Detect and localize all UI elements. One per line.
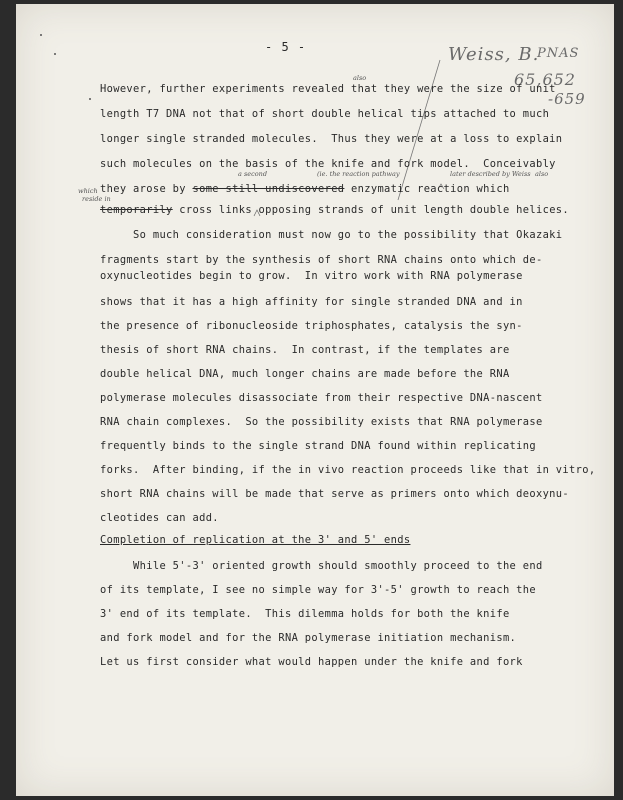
text-span: cross links opposing strands of unit length double helices. bbox=[172, 204, 570, 216]
text-line: 3' end of its template. This dilemma holds for both the knife bbox=[100, 608, 510, 620]
text-line bbox=[100, 204, 569, 216]
margin-note: also bbox=[353, 74, 367, 82]
text-line bbox=[100, 183, 510, 195]
page-number: - 5 - bbox=[265, 40, 307, 54]
text-line: double helical DNA, much longer chains are made before the RNA bbox=[100, 368, 510, 380]
text-line: Let us first consider what would happen under the knife and fork bbox=[100, 656, 523, 668]
text-line: However, further experiments revealed that they were the size of unit bbox=[100, 83, 556, 95]
text-line: fragments start by the synthesis of short RNA chains onto which de- bbox=[100, 254, 543, 266]
margin-note: (ie. the reaction pathway bbox=[317, 170, 400, 178]
text-line: the presence of ribonucleoside triphosphates, catalysis the syn- bbox=[100, 320, 523, 332]
text-line: thesis of short RNA chains. In contrast, if the templates are bbox=[100, 344, 510, 356]
text-line: and fork model and for the RNA polymerase initiation mechanism. bbox=[100, 632, 517, 644]
text-line: RNA chain complexes. So the possibility exists that RNA polymerase bbox=[100, 416, 543, 428]
margin-note: which bbox=[78, 187, 98, 195]
margin-note: reside in bbox=[82, 195, 111, 203]
section-heading: Completion of replication at the 3' and 5' ends bbox=[100, 534, 411, 546]
text-line: cleotides can add. bbox=[100, 512, 219, 524]
text-line: longer single stranded molecules. Thus they were at a loss to explain bbox=[100, 133, 563, 145]
text-line: length T7 DNA not that of short double helical tips attached to much bbox=[100, 108, 550, 120]
text-line: shows that it has a high affinity for single stranded DNA and in bbox=[100, 296, 523, 308]
text-span: they arose by bbox=[100, 183, 193, 195]
handwritten-pages-end: -659 bbox=[548, 90, 586, 108]
handwritten-journal: PNAS bbox=[537, 46, 580, 61]
text-line: oxynucleotides begin to grow. In vitro work with RNA polymerase bbox=[100, 270, 523, 282]
margin-note: a second bbox=[238, 170, 268, 178]
text-line: polymerase molecules disassociate from their respective DNA-nascent bbox=[100, 392, 543, 404]
text-line: forks. After binding, if the in vivo reaction proceeds like that in vitro, bbox=[100, 464, 596, 476]
text-line: short RNA chains will be made that serve as primers onto which deoxynu- bbox=[100, 488, 570, 500]
handwritten-author: Weiss, B. bbox=[448, 44, 540, 65]
text-line: of its template, I see no simple way for 3'-5' growth to reach the bbox=[100, 584, 536, 596]
margin-note: also bbox=[535, 170, 549, 178]
struck-text: temporarily bbox=[100, 204, 173, 216]
text-line: So much consideration must now go to the possibility that Okazaki bbox=[100, 229, 563, 241]
pencil-slash-line bbox=[398, 60, 440, 200]
text-line: such molecules on the basis of the knife and fork model. Conceivably bbox=[100, 158, 556, 170]
text-line: frequently binds to the single strand DNA found within replicating bbox=[100, 440, 536, 452]
text-line: While 5'-3' oriented growth should smoothly proceed to the end bbox=[100, 560, 543, 572]
handwritten-volume-pages: 65,652 bbox=[514, 70, 576, 89]
struck-text: some still undiscovered bbox=[192, 183, 345, 195]
text-span: enzymatic reaction which bbox=[344, 183, 510, 195]
margin-note: later described by Weiss bbox=[450, 170, 531, 178]
